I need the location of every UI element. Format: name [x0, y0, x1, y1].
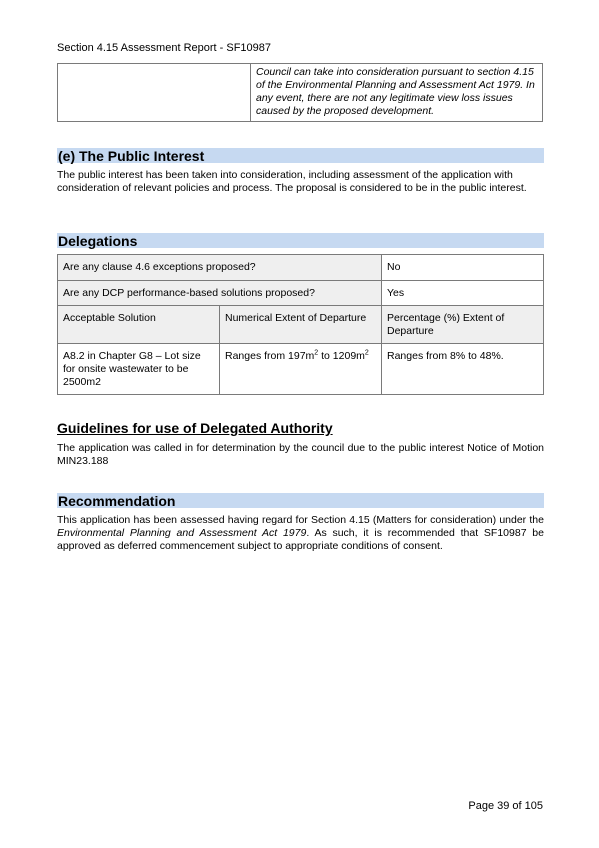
acceptable-solution-cell: A8.2 in Chapter G8 – Lot size for onsite wastewater to be 2500m2	[58, 344, 220, 395]
view-loss-comment-cell: Council can take into consideration pursuant to section 4.15 of the Environmental Planning and Assessment Act 1979. In any event, there are not any legitimate view loss issues caused by the proposed development.	[251, 64, 543, 122]
guidelines-paragraph: The application was called in for determination by the council due to the public interest Notice of Motion MIN23.188	[57, 442, 544, 467]
recommendation-text: This application has been assessed having regard for Section 4.15 (Matters for consideration) under the	[57, 514, 544, 526]
superscript: 2	[364, 349, 369, 357]
superscript: 2	[314, 349, 319, 357]
column-header-numerical-extent: Numerical Extent of Departure	[220, 306, 382, 344]
empty-cell	[58, 64, 251, 122]
dcp-performance-question: Are any DCP performance-based solutions proposed?	[58, 281, 382, 306]
public-interest-paragraph: The public interest has been taken into consideration, including assessment of the application with consideration of relevant policies and process. The proposal is considered to be in the public interest.	[57, 169, 527, 194]
table-row	[58, 64, 543, 122]
public-interest-heading: (e) The Public Interest	[57, 148, 544, 163]
clause-4-6-question: Are any clause 4.6 exceptions proposed?	[58, 255, 382, 281]
delegations-heading: Delegations	[57, 233, 544, 248]
recommendation-heading: Recommendation	[57, 493, 544, 508]
recommendation-paragraph	[57, 514, 544, 553]
table-row	[58, 255, 544, 281]
column-header-percentage-extent: Percentage (%) Extent of Departure	[382, 306, 544, 344]
guidelines-heading: Guidelines for use of Delegated Authority	[57, 420, 333, 436]
page-header: Section 4.15 Assessment Report - SF10987	[57, 42, 272, 54]
numerical-text: Ranges from 197m	[225, 350, 315, 362]
dcp-performance-answer: Yes	[382, 281, 544, 306]
delegations-table	[57, 254, 544, 395]
table-row	[58, 281, 544, 306]
act-title: Environmental Planning and Assessment Act 1979	[57, 527, 307, 539]
table-row	[58, 344, 544, 395]
recommendation-text: . As such, it is recommended that SF10987 be approved as deferred commencement subject to appropriate conditions of consent.	[57, 527, 544, 552]
continued-assessment-table	[57, 63, 543, 122]
table-header-row	[58, 306, 544, 344]
clause-4-6-answer: No	[382, 255, 544, 281]
numerical-text: to 1209m	[318, 350, 365, 362]
page-number: Page 39 of 105	[468, 800, 543, 812]
column-header-acceptable-solution: Acceptable Solution	[58, 306, 220, 344]
percentage-extent-cell: Ranges from 8% to 48%.	[382, 344, 544, 395]
numerical-extent-cell	[220, 344, 382, 395]
